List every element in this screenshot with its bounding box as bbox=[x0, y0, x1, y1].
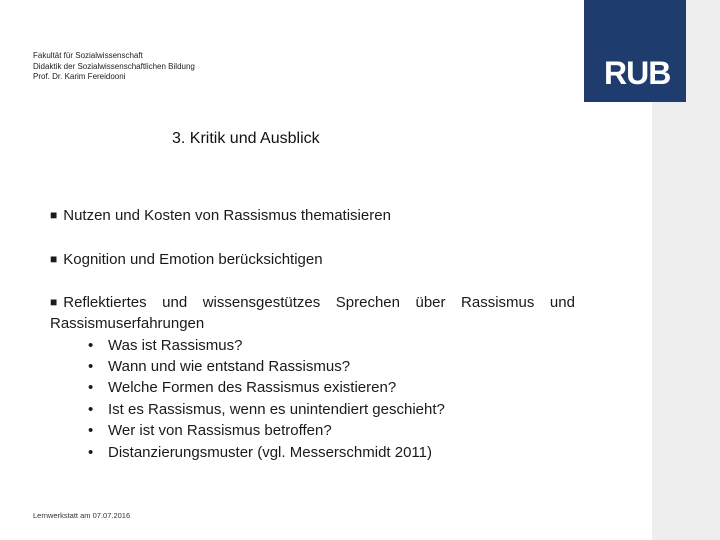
bullet-icon: • bbox=[88, 379, 94, 396]
sub-list-item-text: Wer ist von Rassismus betroffen? bbox=[108, 422, 332, 439]
word bbox=[50, 294, 147, 312]
footer-text: Lernwerkstatt am 07.07.2016 bbox=[33, 511, 131, 520]
list-item-justified-line bbox=[50, 294, 575, 312]
word: und bbox=[162, 294, 188, 311]
list-item-text: Kognition und Emotion berücksichtigen bbox=[63, 251, 323, 268]
bullet-icon: • bbox=[88, 401, 94, 418]
sub-list-item bbox=[88, 422, 332, 440]
word-text: Reflektiertes bbox=[63, 294, 147, 311]
sub-list-item-text: Wann und wie entstand Rassismus? bbox=[108, 358, 351, 375]
square-bullet-icon: ■ bbox=[50, 295, 58, 309]
slide-title: 3. Kritik und Ausblick bbox=[172, 130, 320, 147]
sub-list-item bbox=[88, 379, 396, 397]
header-professor: Prof. Dr. Karim Fereidooni bbox=[33, 72, 126, 81]
sub-list-item-text: Was ist Rassismus? bbox=[108, 337, 243, 354]
list-item-text: Nutzen und Kosten von Rassismus thematisieren bbox=[63, 207, 391, 224]
rub-logo bbox=[584, 0, 686, 102]
sub-list-item-text: Welche Formen des Rassismus existieren? bbox=[108, 379, 397, 396]
sub-list-item bbox=[88, 401, 445, 419]
bullet-icon: • bbox=[88, 422, 94, 439]
square-bullet-icon: ■ bbox=[50, 208, 58, 222]
sub-list-item-text: Distanzierungsmuster (vgl. Messerschmidt 2011) bbox=[108, 444, 433, 461]
list-item-continuation: Rassismuserfahrungen bbox=[50, 315, 205, 332]
sub-list-item-text: Ist es Rassismus, wenn es unintendiert geschieht? bbox=[108, 401, 445, 418]
list-item bbox=[50, 207, 391, 225]
bullet-icon: • bbox=[88, 358, 94, 375]
sub-list-item bbox=[88, 444, 432, 462]
header-block bbox=[33, 51, 195, 83]
word: wissensgestützes bbox=[202, 294, 321, 311]
bullet-icon: • bbox=[88, 337, 94, 354]
word: Sprechen bbox=[335, 294, 400, 311]
list-item bbox=[50, 251, 323, 269]
sub-list-item bbox=[88, 337, 242, 355]
header-department: Didaktik der Sozialwissenschaftlichen Bildung bbox=[33, 61, 195, 71]
word: Rassismus bbox=[461, 294, 535, 311]
bullet-icon: • bbox=[88, 444, 94, 461]
word: und bbox=[549, 294, 575, 311]
sub-list-item bbox=[88, 358, 350, 376]
square-bullet-icon: ■ bbox=[50, 252, 58, 266]
header-faculty: Fakultät für Sozialwissenschaft bbox=[33, 51, 143, 60]
logo-text: RUB bbox=[604, 55, 671, 91]
word: über bbox=[415, 294, 446, 311]
